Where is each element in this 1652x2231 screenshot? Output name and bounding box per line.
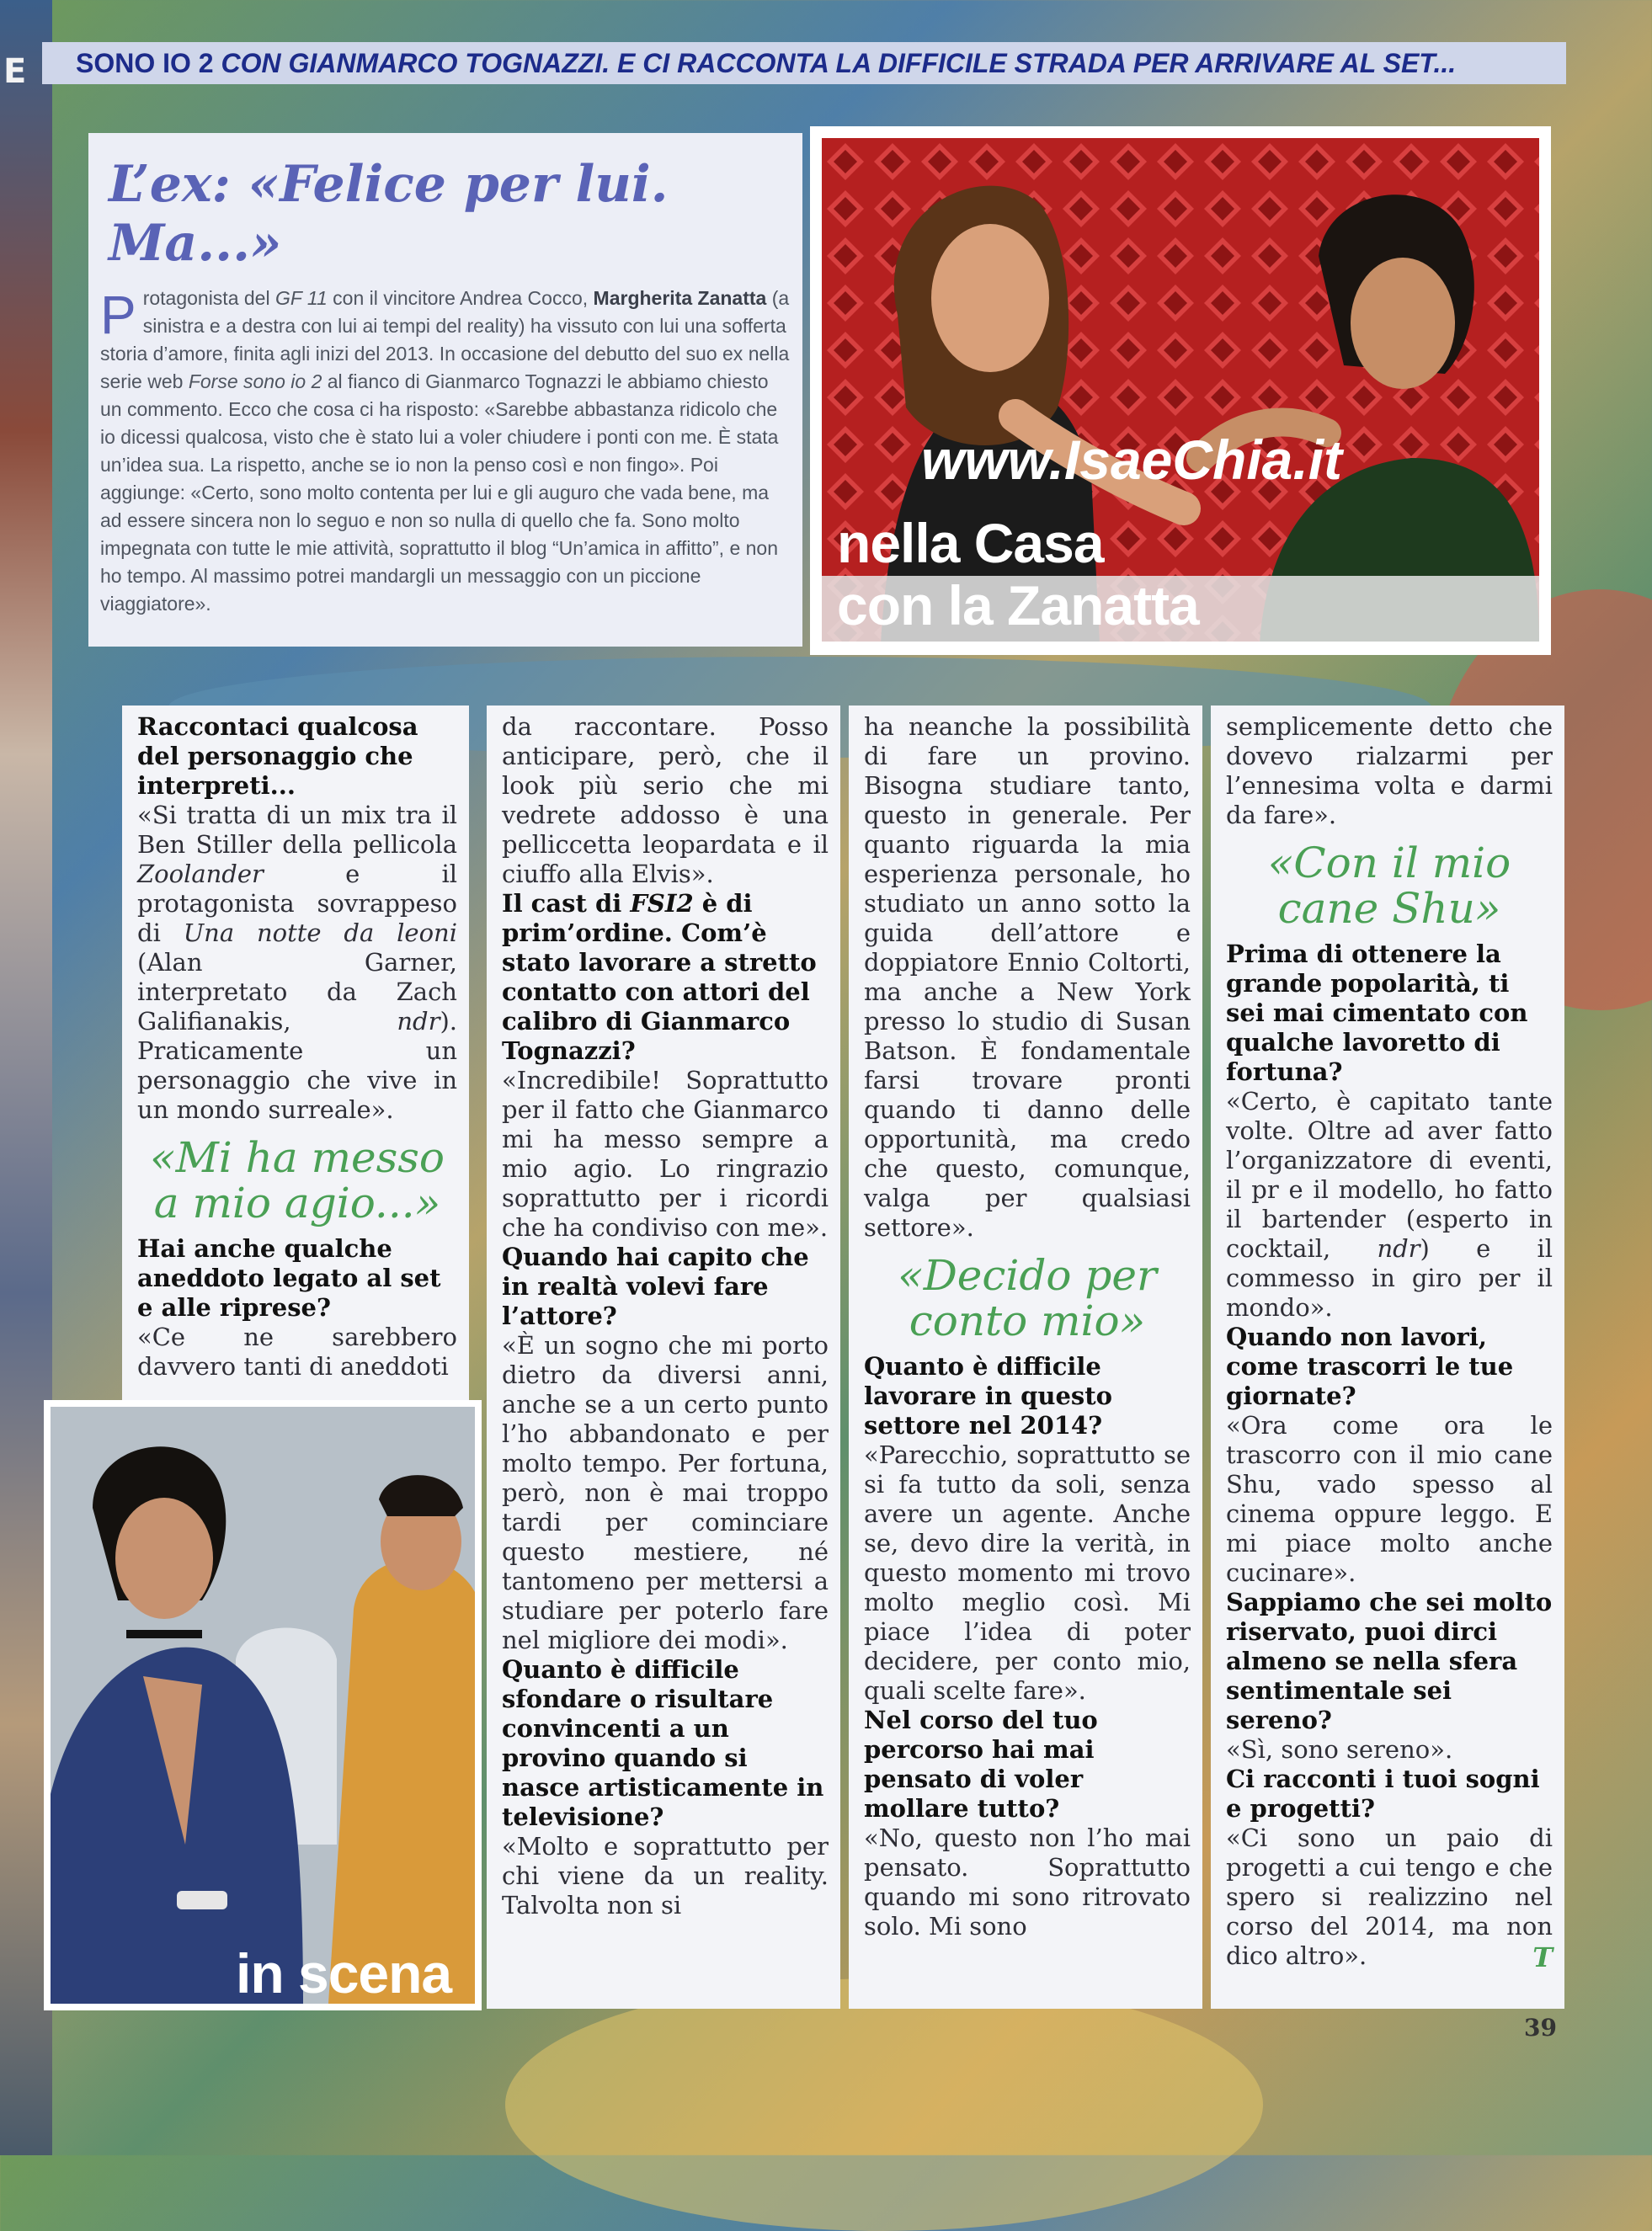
answer: [1226, 1824, 1553, 1971]
article-column-3: [849, 706, 1202, 2009]
film-title: Zoolander: [137, 860, 264, 888]
answer-part: «Si tratta di un mix tra il Ben Stiller della pellicola: [137, 801, 457, 859]
answer: [137, 801, 457, 1125]
photo-in-scena-illustration: [51, 1407, 475, 2004]
dropcap: P: [100, 285, 136, 345]
film-title: Una notte da leoni: [183, 918, 457, 947]
question: Quando hai capito che in realtà volevi fare l’attore?: [502, 1243, 809, 1330]
ex-series: Forse sono io 2: [188, 370, 322, 392]
ex-gf: GF 11: [274, 287, 328, 309]
photo-in-scena: [44, 1400, 482, 2010]
ex-sidebar-box: [88, 133, 802, 647]
page-number: 39: [1524, 2014, 1557, 2042]
photo-zanatta: [810, 126, 1551, 655]
question: Nel corso del tuo percorso hai mai pensato di voler mollare tutto?: [864, 1706, 1098, 1823]
question: Raccontaci qualcosa del personaggio che interpreti...: [137, 712, 418, 800]
header-regular: SONO IO 2: [76, 48, 221, 78]
question: [502, 889, 829, 1066]
answer: «Parecchio, soprattutto se si fa tutto da soli, senza avere un agente. Anche se, devo dire la verità, in questo momento mi trovo molto meglio così. Mi piace l’idea di poter decidere, per conto mio, quali scelte fare».: [864, 1440, 1191, 1705]
answer: «Molto e soprattutto per chi viene da un reality. Talvolta non si: [502, 1832, 829, 1920]
answer: «Ora come ora le trascorro con il mio cane Shu, vado spesso al cinema oppure leggo. E mi piace molto anche cucinare».: [1226, 1411, 1553, 1587]
answer: «Ce ne sarebbero davvero tanti di aneddoti: [137, 1323, 457, 1381]
question: Quando non lavori, come trascorri le tue giornate?: [1226, 1323, 1514, 1410]
answer: «Incredibile! Soprattutto per il fatto che Gianmarco mi ha messo sempre a mio agio. Lo ringrazio soprattutto per i ricordi che ha condiviso con me».: [502, 1066, 829, 1242]
series-acronym: FSI2: [630, 889, 694, 918]
question-part: Il cast di: [502, 889, 631, 918]
photo-zanatta-image: [822, 138, 1539, 642]
header-italic: CON GIANMARCO TOGNAZZI. E CI RACCONTA LA DIFFICILE STRADA PER ARRIVARE AL SET...: [221, 48, 1457, 78]
question: Quanto è difficile sfondare o risultare convincenti a un provino quando si nasce artisticamente in televisione?: [502, 1655, 824, 1831]
ex-sidebar-title: L’ex: «Felice per lui. Ma...»: [109, 155, 669, 273]
answer: semplicemente detto che dovevo rialzarmi per l’ennesima volta e darmi da fare».: [1226, 712, 1553, 829]
pull-quote: «Decido per conto mio»: [898, 1251, 1157, 1345]
answer-part: «Ci sono un paio di progetti a cui tengo e che spero si realizzino nel corso del 2014, ma non dico altro».: [1226, 1824, 1553, 1970]
adjacent-page-letter: E: [3, 52, 27, 91]
question: Ci racconti i tuoi sogni e progetti?: [1226, 1765, 1540, 1823]
question: Prima di ottenere la grande popolarità, ti sei mai cimentato con qualche lavoretto di fortuna?: [1226, 940, 1528, 1086]
answer-part: «Certo, è capitato tante volte. Oltre ad aver fatto l’organizzatore di eventi, il pr e il modello, ho fatto il bartender (esperto in cocktail,: [1226, 1087, 1553, 1263]
article-column-1: [122, 706, 469, 1400]
answer: da raccontare. Posso anticipare, però, che il look più serio che mi vedrete addosso è una pelliccetta leopardata e il ciuffo alla Elvis».: [502, 712, 829, 888]
article-column-2: [487, 706, 840, 2009]
answer: «Sì, sono sereno».: [1226, 1735, 1453, 1764]
watermark: www.IsaeChia.it: [921, 429, 1343, 491]
answer: ha neanche la possibilità di fare un provino. Bisogna studiare tanto, questo in generale. Per quanto riguarda la mia esperienza personale, ho studiato un anno sotto la guida dell’attore e doppiatore Ennio Coltorti, ma anche a New York presso lo studio di Susan Batson. È fondamentale farsi trovare pronti quando ti danno delle opportunità, ma credo che questo, comunque, valga per qualsiasi settore».: [864, 712, 1191, 1242]
pull-quote: «Mi ha messo a mio agio...»: [150, 1133, 445, 1227]
answer: «No, questo non l’ho mai pensato. Soprattutto quando mi sono ritrovato solo. Mi sono: [864, 1824, 1191, 1941]
photo-in-scena-image: [51, 1407, 475, 2004]
photo-caption: in scena: [236, 1942, 452, 2004]
answer-part: e il protagonista sovrappeso di: [137, 860, 457, 947]
question: Quanto è difficile lavorare in questo settore nel 2014?: [864, 1352, 1112, 1440]
answer-part: ) e il commesso in giro per il mondo».: [1226, 1234, 1553, 1322]
end-mark: T: [1532, 1941, 1553, 1973]
ex-text-3: (a sinistra e a destra con lui ai tempi del reality) ha vissuto con lui una sofferta storia d’amore, finita agli inizi del 2013. In occasione del debutto del suo ex nella serie web: [100, 287, 790, 392]
pull-quote: «Con il mio cane Shu»: [1267, 839, 1511, 933]
photo-caption-line-1: nella Casa: [837, 512, 1104, 574]
answer: «È un sogno che mi porto dietro da diversi anni, anche se a un certo punto l’ho abbandonato e per molto tempo. Per fortuna, però, non è mai troppo tardi per cominciare questo mestiere, né tantomeno per mettersi a studiare per poterlo fare nel migliore dei modi».: [502, 1331, 829, 1654]
article-column-4: [1211, 706, 1564, 2009]
ndr-note: ndr: [1377, 1234, 1420, 1263]
page-header: [42, 42, 1566, 84]
ex-sidebar-text: [100, 285, 791, 618]
ex-text-2: con il vincitore Andrea Cocco,: [327, 287, 594, 309]
ndr-note: ndr: [397, 1007, 440, 1036]
photo-caption-line-2: con la Zanatta: [837, 574, 1199, 636]
answer-part: (Alan Garner, interpretato da Zach Galifianakis,: [137, 948, 457, 1036]
ex-name: Margherita Zanatta: [593, 287, 767, 309]
question: Hai anche qualche aneddoto legato al set e alle riprese?: [137, 1234, 441, 1322]
question-part: è di prim’ordine. Com’è stato lavorare a stretto contatto con attori del calibro di Gianmarco Tognazzi?: [502, 889, 817, 1065]
answer-part: ). Praticamente un personaggio che vive in un mondo surreale».: [137, 1007, 457, 1124]
ex-text-1: rotagonista del: [142, 287, 275, 309]
background-blob: [505, 1978, 1263, 2231]
question: Sappiamo che sei molto riservato, puoi dirci almeno se nella sfera sentimentale sei sereno?: [1226, 1588, 1553, 1734]
ex-text-4: al fianco di Gianmarco Tognazzi le abbiamo chiesto un commento. Ecco che cosa ci ha risposto: «Sarebbe abbastanza ridicolo che io dicessi qualcosa, visto che è stato lui a voler chiudere i ponti con me. È stata un’idea sua. La rispetto, anche se io non la penso così e non fingo». Poi aggiunge: «Certo, sono molto contenta per lui e gli auguro che vada bene, ma ad essere sincera non lo seguo e non so nulla di quello che fa. Sono molto impegnata con tutte le mie attività, soprattutto il blog “Un’amica in affitto”, e non ho tempo. Al massimo potrei mandargli un messaggio con un piccione viaggiatore».: [100, 370, 779, 615]
answer: [1226, 1087, 1553, 1323]
